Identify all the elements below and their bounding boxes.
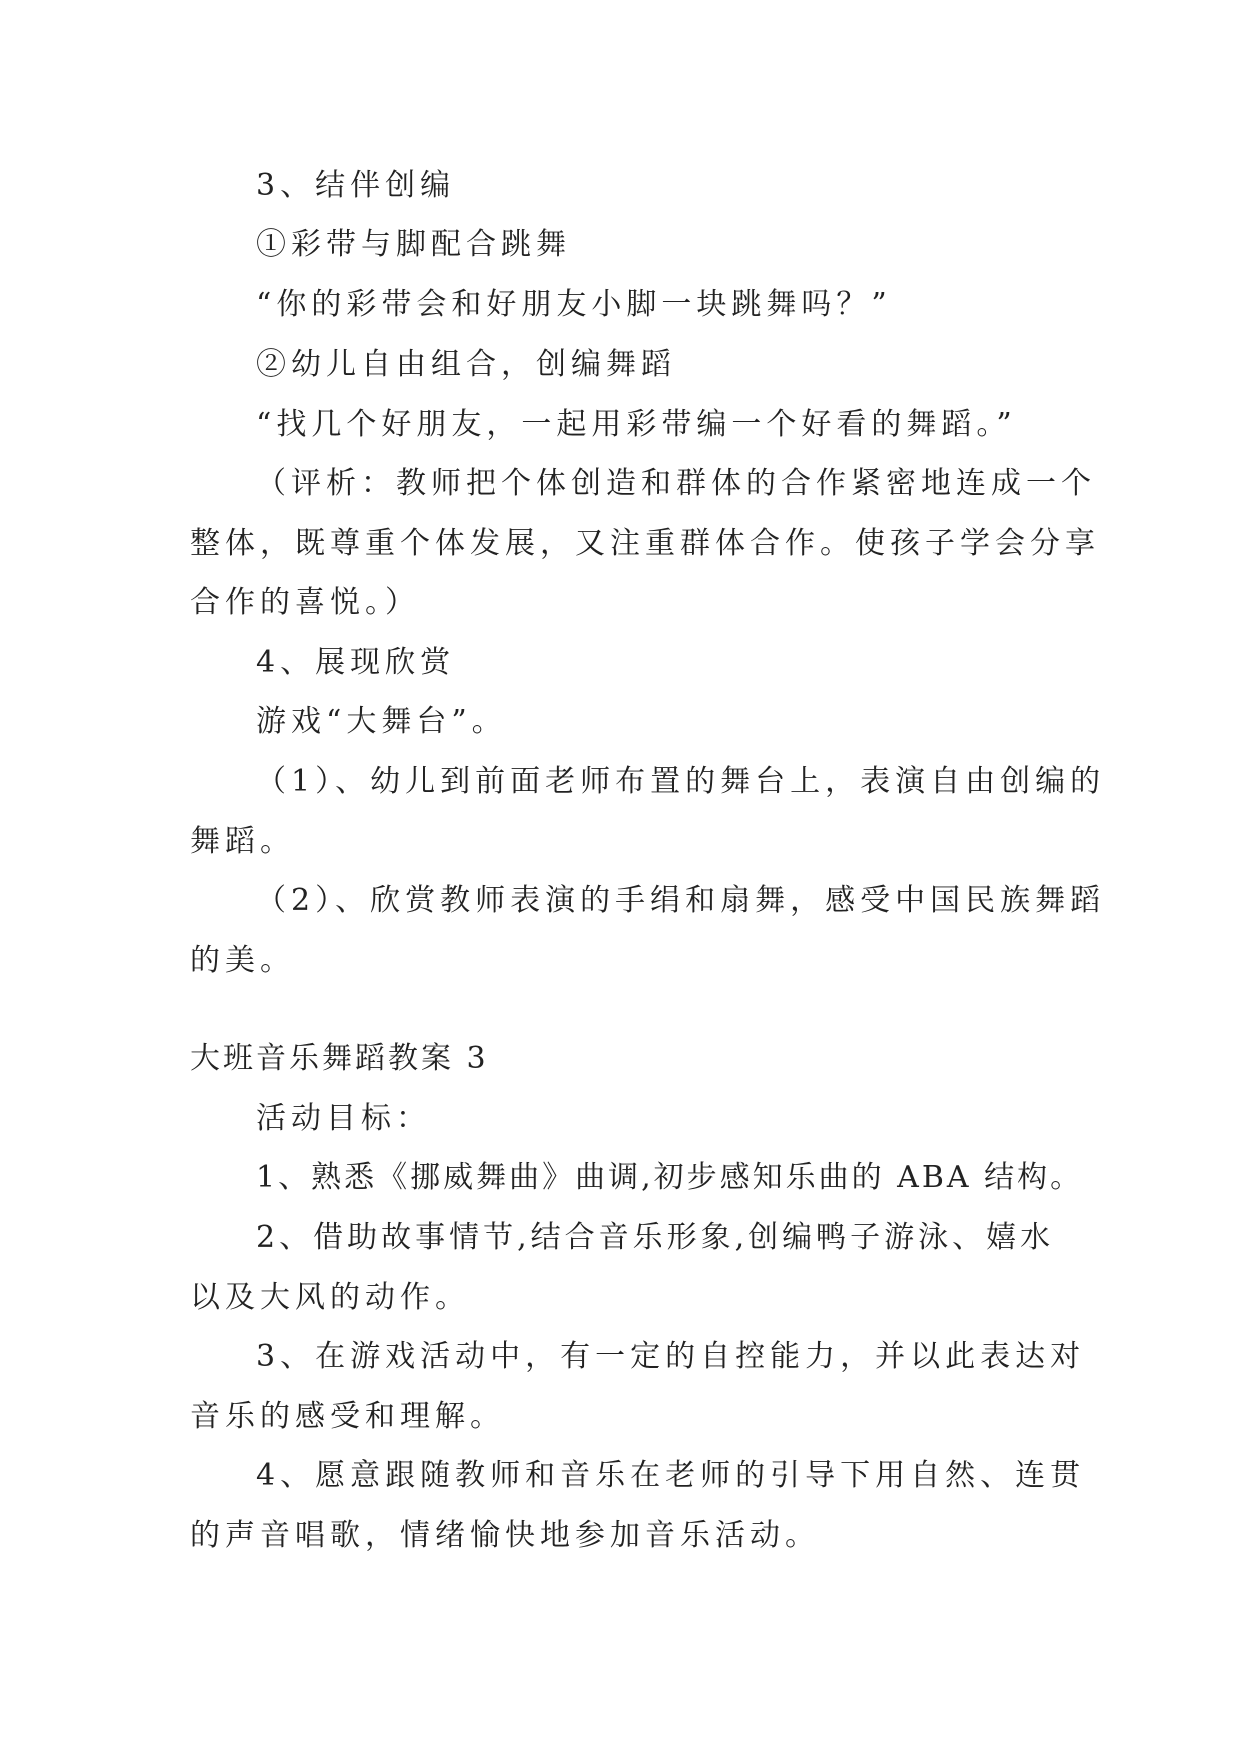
- step-1-line-1: （1）、幼儿到前面老师布置的舞台上，表演自由创编的: [256, 764, 1106, 799]
- step-1-line-2: 舞蹈。: [190, 824, 295, 859]
- game-line: 游戏“大舞台”。: [256, 704, 507, 739]
- objectives-heading: 活动目标：: [256, 1101, 431, 1136]
- step-2-line-2: 的美。: [190, 943, 295, 978]
- objective-4-line-2: 的声音唱歌，情绪愉快地参加音乐活动。: [190, 1518, 820, 1553]
- section-heading-4: 4、展现欣赏: [256, 645, 456, 680]
- section-heading-3: 3、结伴创编: [256, 168, 456, 203]
- objective-3-line-2: 音乐的感受和理解。: [190, 1399, 505, 1434]
- lesson-title: 大班音乐舞蹈教案 3: [190, 1041, 489, 1076]
- subitem-1: ①彩带与脚配合跳舞: [256, 227, 571, 262]
- objective-1: 1、熟悉《挪威舞曲》曲调,初步感知乐曲的 ABA 结构。: [256, 1160, 1084, 1195]
- objective-4-line-1: 4、愿意跟随教师和音乐在老师的引导下用自然、连贯: [256, 1458, 1086, 1493]
- analysis-line-3: 合作的喜悦。）: [190, 585, 420, 620]
- step-2-line-1: （2）、欣赏教师表演的手绢和扇舞，感受中国民族舞蹈: [256, 883, 1106, 918]
- objective-3-line-1: 3、在游戏活动中，有一定的自控能力，并以此表达对: [256, 1339, 1086, 1374]
- subitem-2: ②幼儿自由组合，创编舞蹈: [256, 347, 676, 382]
- objective-2-line-2: 以及大风的动作。: [190, 1280, 470, 1315]
- analysis-line-1: （评析：教师把个体创造和群体的合作紧密地连成一个: [256, 466, 1096, 501]
- objective-2-line-1: 2、借助故事情节,结合音乐形象,创编鸭子游泳、嬉水: [256, 1220, 1055, 1255]
- quote-1: “你的彩带会和好朋友小脚一块跳舞吗？”: [256, 287, 892, 322]
- quote-2: “找几个好朋友，一起用彩带编一个好看的舞蹈。”: [256, 407, 1017, 442]
- analysis-line-2: 整体，既尊重个体发展，又注重群体合作。使孩子学会分享: [190, 526, 1100, 561]
